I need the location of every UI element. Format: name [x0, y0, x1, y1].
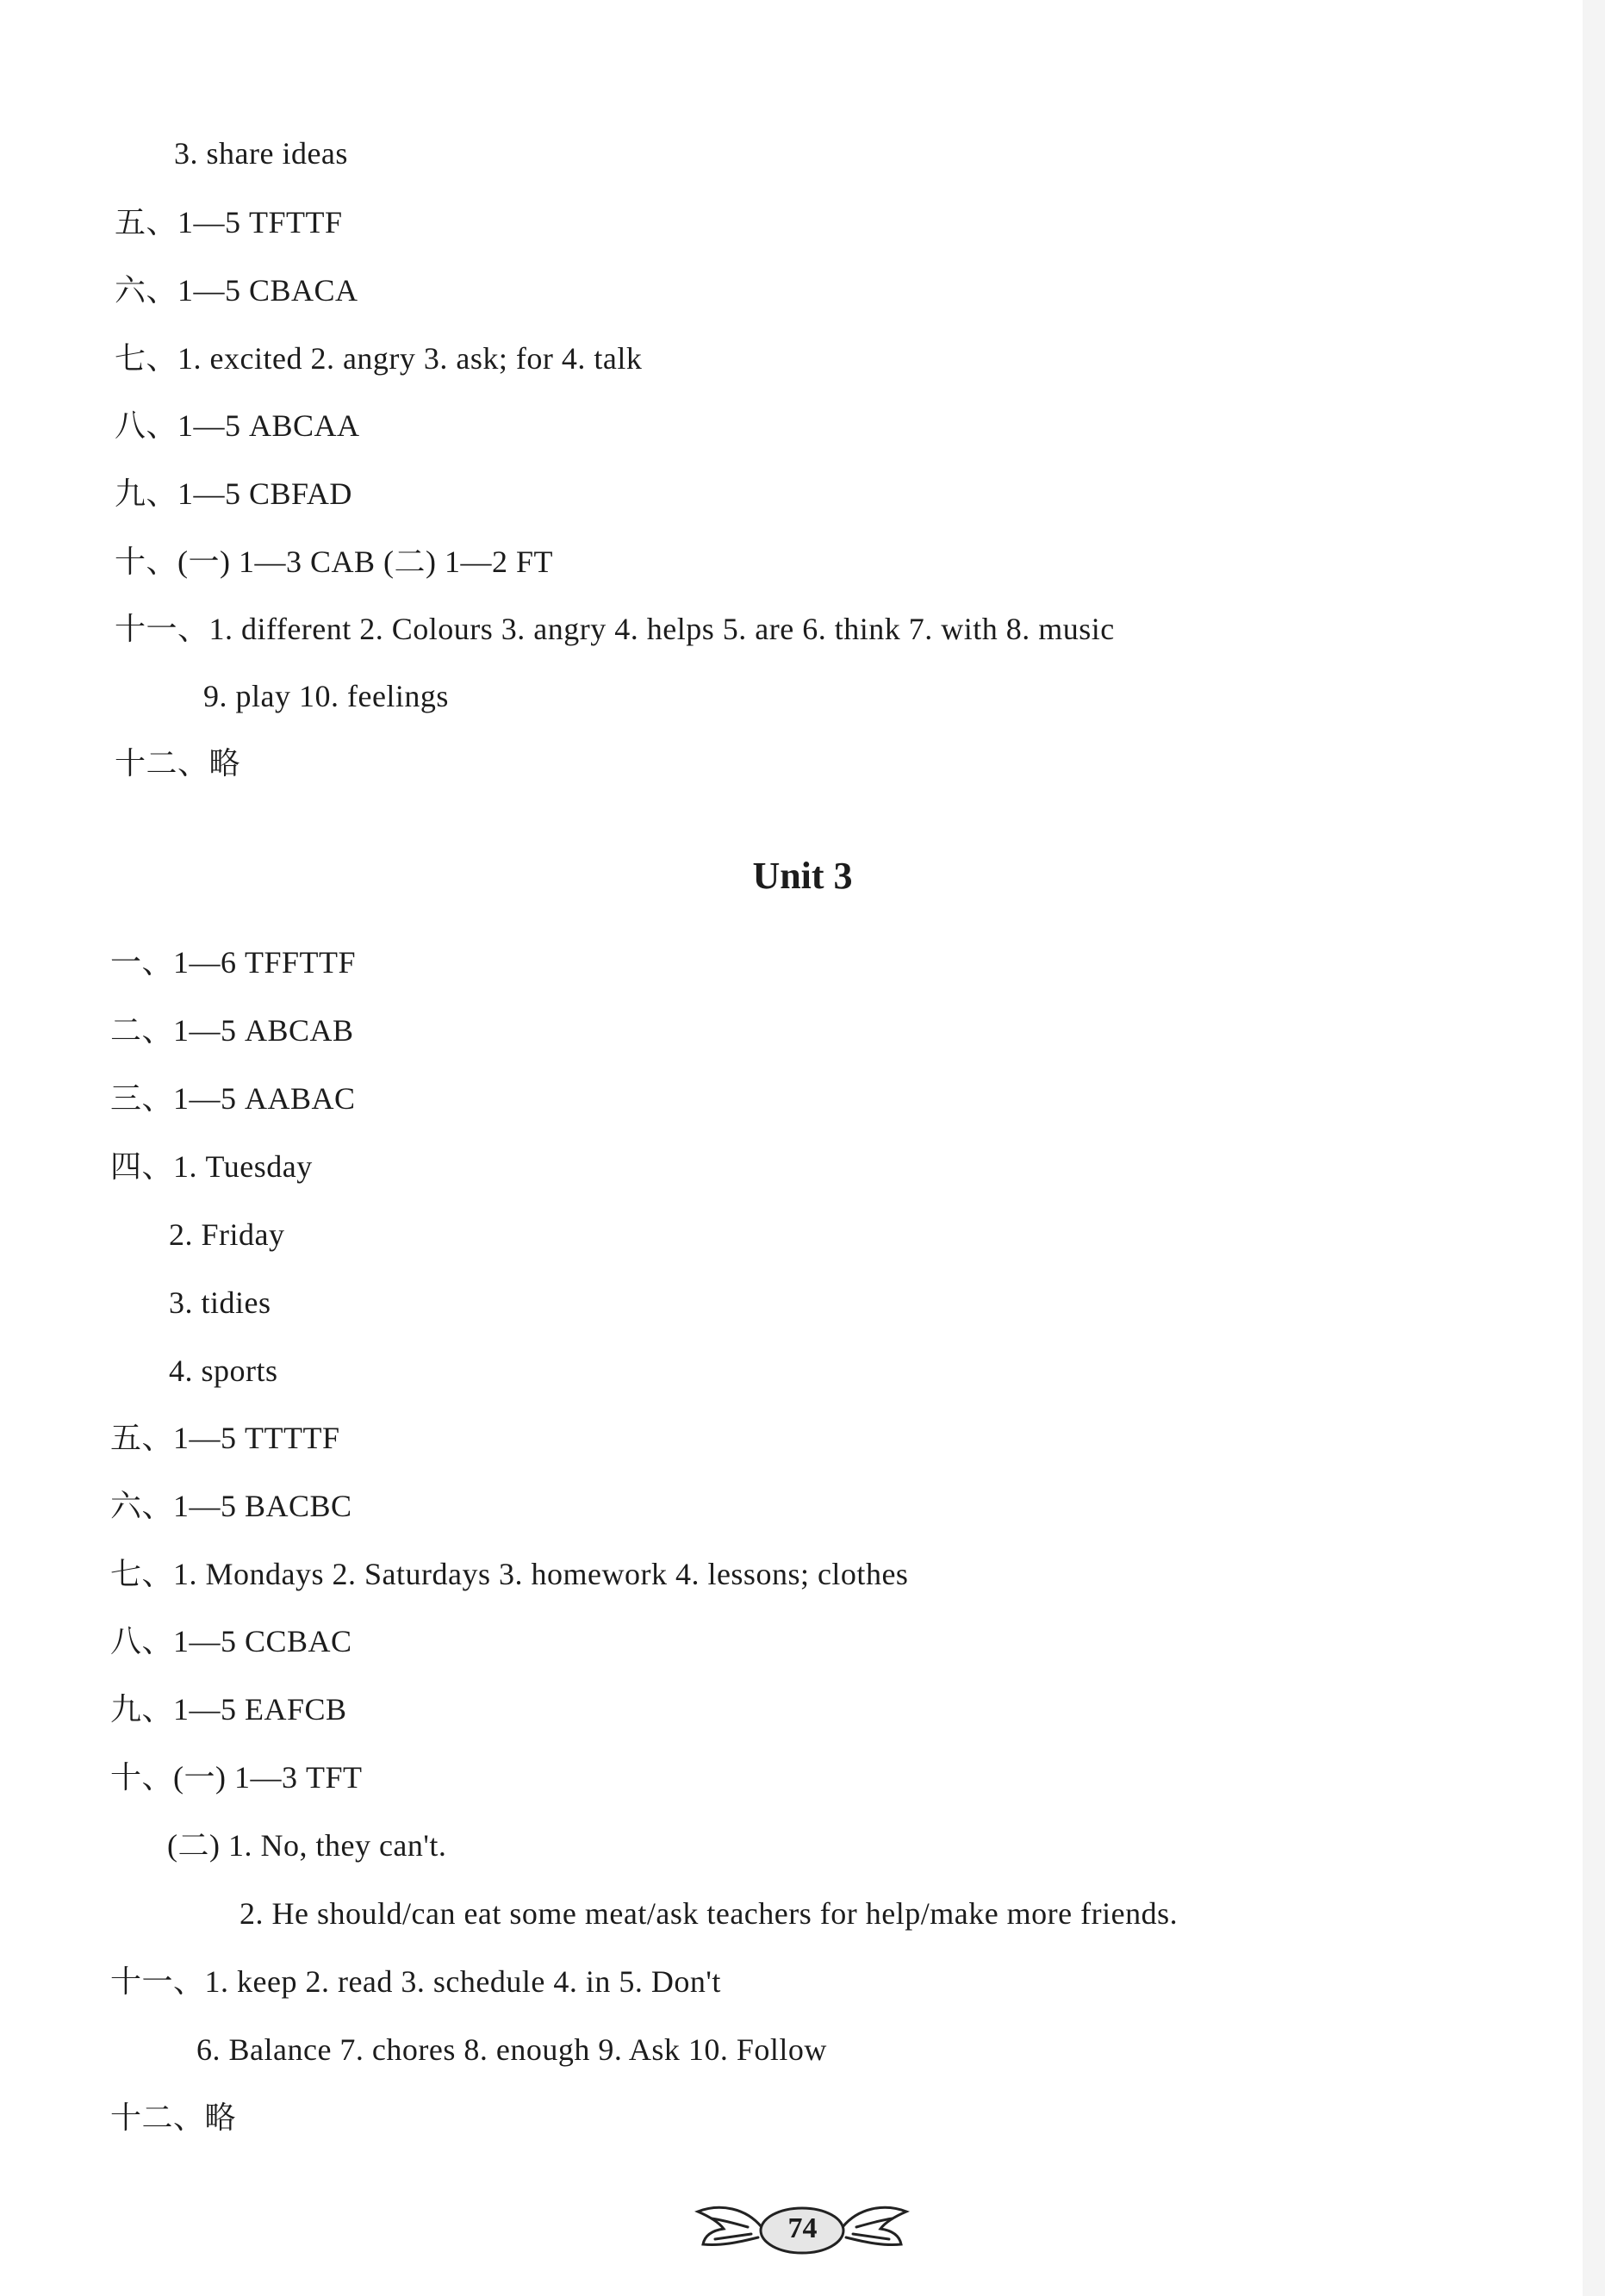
answer-line: 十、(一) 1—3 TFT	[110, 1760, 363, 1795]
answer-line: 九、1—5 EAFCB	[110, 1692, 347, 1727]
answer-line: 八、1—5 ABCAA	[115, 408, 360, 443]
answer-line: 3. share ideas	[174, 136, 348, 171]
answer-line: 二、1—5 ABCAB	[110, 1013, 354, 1048]
answer-line: 十一、1. different 2. Colours 3. angry 4. helps 5. are 6. think 7. with 8. music	[115, 612, 1115, 646]
answer-line: 2. He should/can eat some meat/ask teachers for help/make more friends.	[240, 1896, 1179, 1931]
section-title: Unit 3	[752, 855, 853, 897]
answer-line: (二) 1. No, they can't.	[167, 1828, 447, 1863]
answer-line: 十二、略	[115, 746, 241, 781]
answer-line: 七、1. Mondays 2. Saturdays 3. homework 4. lessons; clothes	[110, 1557, 909, 1591]
answer-line: 六、1—5 CBACA	[115, 273, 358, 308]
page-number: 74	[787, 2212, 818, 2244]
answer-line: 九、1—5 CBFAD	[115, 476, 352, 511]
answer-line: 五、1—5 TFTTF	[115, 205, 343, 240]
answer-line: 9. play 10. feelings	[203, 679, 449, 713]
answer-line: 十一、1. keep 2. read 3. schedule 4. in 5. Don't	[110, 1964, 721, 1999]
answer-line: 6. Balance 7. chores 8. enough 9. Ask 10. Follow	[196, 2032, 827, 2067]
answer-line: 4. sports	[169, 1353, 278, 1388]
answer-line: 七、1. excited 2. angry 3. ask; for 4. talk	[115, 341, 643, 376]
answer-line: 四、1. Tuesday	[110, 1149, 313, 1184]
page-footer	[0, 2193, 1605, 2270]
answer-line: 三、1—5 AABAC	[110, 1081, 356, 1116]
answer-line: 十、(一) 1—3 CAB (二) 1—2 FT	[115, 544, 553, 579]
answer-line: 十二、略	[110, 2100, 237, 2135]
answer-line: 六、1—5 BACBC	[110, 1489, 352, 1523]
answer-line: 2. Friday	[169, 1217, 285, 1252]
answer-line: 一、1—6 TFFTTF	[110, 945, 357, 980]
page-edge	[1583, 0, 1605, 2296]
answer-line: 八、1—5 CCBAC	[110, 1624, 352, 1658]
answer-line: 3. tidies	[169, 1285, 271, 1320]
answer-line: 五、1—5 TTTTF	[110, 1421, 340, 1455]
